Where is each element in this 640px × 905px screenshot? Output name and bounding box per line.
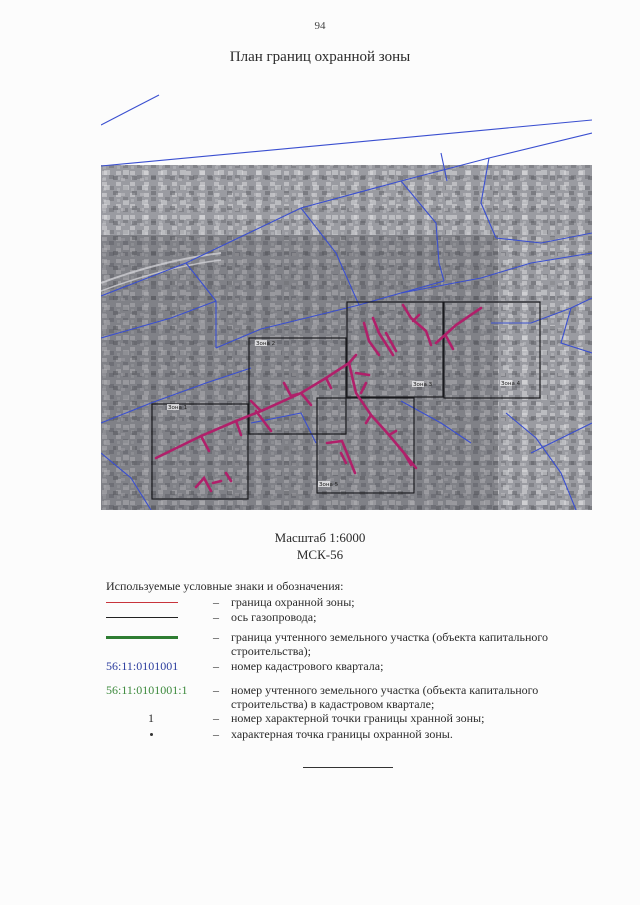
map-canvas	[101, 93, 592, 510]
legend-dash: –	[213, 595, 219, 609]
legend-title: Используемые условные знаки и обозначения:	[106, 579, 344, 593]
zone-label-5: Зона 5	[319, 482, 339, 488]
boundary-plan-map	[101, 93, 592, 510]
zone-label-4: Зона 4	[501, 381, 521, 387]
legend-desc: характерная точка границы охранной зоны.	[231, 727, 453, 741]
zone-label-2: Зона 2	[256, 341, 276, 347]
legend-desc: граница охранной зоны;	[231, 595, 355, 609]
zone-label-3: Зона 3	[413, 382, 433, 388]
zone-label-1: Зона 1	[168, 405, 188, 411]
legend-dash: –	[213, 610, 219, 624]
legend-row-quarter-number	[106, 659, 626, 673]
dark-overlay	[101, 235, 498, 510]
legend-dash: –	[213, 727, 219, 741]
legend-desc: номер характерной точки границы хранной зоны;	[231, 711, 485, 725]
legend-dash: –	[213, 659, 219, 673]
point-number-symbol: 1	[148, 711, 154, 725]
green-line-symbol	[106, 636, 178, 639]
point-dot-symbol	[150, 733, 153, 736]
page-title: План границ охранной зоны	[229, 49, 411, 65]
legend-desc: номер кадастрового квартала;	[231, 659, 384, 673]
legend-dash: –	[213, 630, 219, 644]
legend-desc: ось газопровода;	[231, 610, 317, 624]
red-line-symbol	[106, 602, 178, 603]
parcel-code-symbol: 56:11:0101001:1	[106, 683, 188, 697]
scale-text: Масштаб 1:6000	[274, 530, 366, 545]
legend-row-parcel-number	[106, 683, 626, 711]
map-scale-block	[0, 529, 640, 563]
legend-dash: –	[213, 683, 219, 697]
signature-line	[303, 767, 393, 768]
crs-text: МСК-56	[296, 547, 344, 562]
legend-dash: –	[213, 711, 219, 725]
legend-desc: граница учтенного земельного участка (объекта капитального строительства);	[231, 630, 549, 658]
page-number: 94	[314, 20, 326, 32]
quarter-code-symbol: 56:11:0101001	[106, 659, 179, 673]
legend-desc: номер учтенного земельного участка (объекта капитального строительства) в кадастровом квартале;	[231, 683, 539, 711]
black-line-symbol	[106, 617, 178, 618]
